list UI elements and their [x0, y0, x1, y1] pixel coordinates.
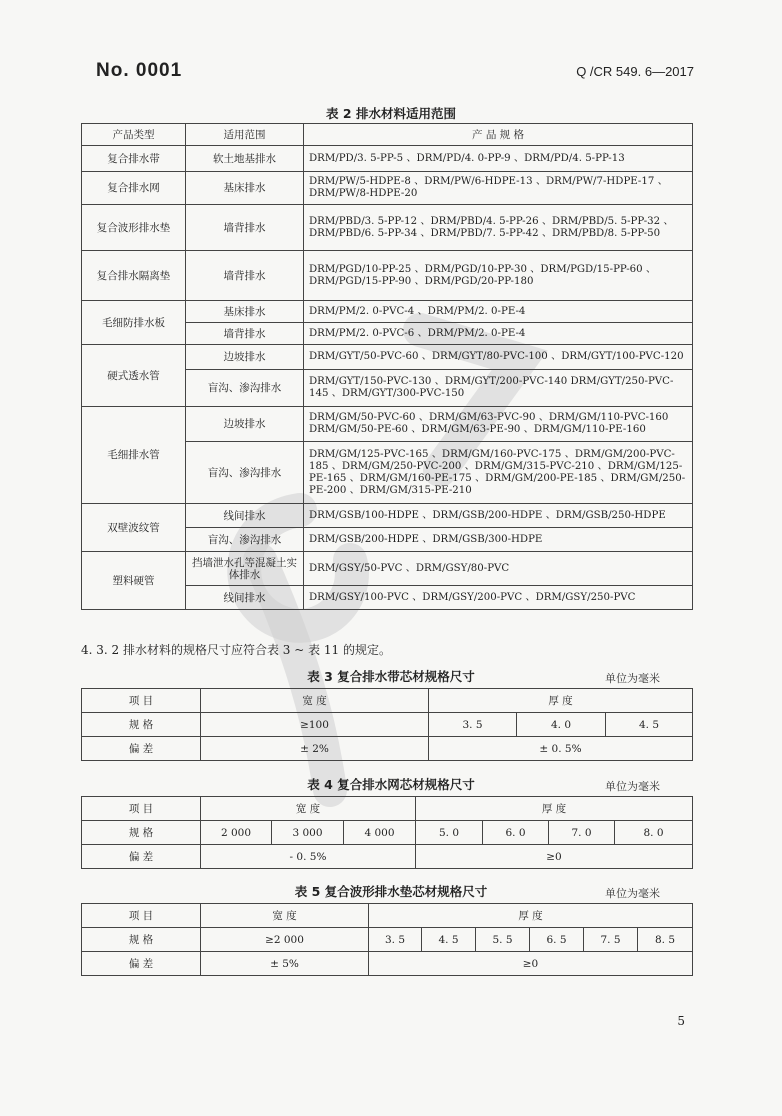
table3-unit: 单位为毫米	[605, 672, 660, 685]
scope-cell: 基床排水	[186, 172, 304, 205]
header-cell: 适用范围	[186, 124, 304, 146]
scope-cell: 边坡排水	[186, 345, 304, 370]
table-row	[82, 124, 693, 146]
table-row	[82, 689, 693, 713]
data-cell: 4 000	[344, 821, 416, 845]
scope-cell: 墙背排水	[186, 251, 304, 301]
product-type-cell: 复合排水带	[82, 146, 186, 172]
spec-cell: DRM/PBD/3. 5-PP-12 、DRM/PBD/4. 5-PP-26 、DRM/PBD/5. 5-PP-32 、DRM/PBD/6. 5-PP-34 、DRM/PBD/7. 5-PP-42 、DRM/PBD/8. 5-PP-50	[304, 205, 693, 251]
data-cell: ≥0	[369, 952, 693, 976]
row-label: 偏 差	[82, 737, 201, 761]
scope-cell: 盲沟、渗沟排水	[186, 442, 304, 504]
spec-cell: DRM/GSY/100-PVC 、DRM/GSY/200-PVC 、DRM/GSY/250-PVC	[304, 586, 693, 610]
table-row	[82, 301, 693, 323]
scope-cell: 挡墙泄水孔等混凝土实体排水	[186, 552, 304, 586]
data-cell: ± 0. 5%	[429, 737, 693, 761]
table4	[81, 796, 693, 869]
product-type-cell: 塑料硬管	[82, 552, 186, 610]
table-row	[82, 552, 693, 586]
spec-cell: DRM/GM/125-PVC-165 、DRM/GM/160-PVC-175 、DRM/GM/200-PVC-185 、DRM/GM/250-PVC-200 、DRM/GM/315-PVC-210 、DRM/GM/125-PE-165 、DRM/GM/160-PE-175 、DRM/GM/200-PE-185 、DRM/GM/250-PE-200 、DRM/GM/315-PE-210	[304, 442, 693, 504]
header-cell: 厚 度	[369, 904, 693, 928]
spec-cell: DRM/GSB/200-HDPE 、DRM/GSB/300-HDPE	[304, 528, 693, 552]
data-cell: 5. 0	[416, 821, 483, 845]
product-type-cell: 硬式透水管	[82, 345, 186, 407]
header-cell: 产 品 规 格	[304, 124, 693, 146]
spec-cell: DRM/PD/3. 5-PP-5 、DRM/PD/4. 0-PP-9 、DRM/PD/4. 5-PP-13	[304, 146, 693, 172]
scope-cell: 盲沟、渗沟排水	[186, 528, 304, 552]
table-row	[82, 172, 693, 205]
data-cell: ± 2%	[201, 737, 429, 761]
table-row	[82, 504, 693, 528]
table-row	[82, 713, 693, 737]
data-cell: 4. 5	[422, 928, 476, 952]
table-row	[82, 845, 693, 869]
scope-cell: 盲沟、渗沟排水	[186, 370, 304, 407]
spec-cell: DRM/GSY/50-PVC 、DRM/GSY/80-PVC	[304, 552, 693, 586]
table4-caption: 表 4 复合排水网芯材规格尺寸	[307, 777, 475, 792]
scope-cell: 软土地基排水	[186, 146, 304, 172]
data-cell: - 0. 5%	[201, 845, 416, 869]
spec-cell: DRM/GYT/50-PVC-60 、DRM/GYT/80-PVC-100 、DRM/GYT/100-PVC-120	[304, 345, 693, 370]
table-row	[82, 345, 693, 370]
product-type-cell: 双壁波纹管	[82, 504, 186, 552]
data-cell: 5. 5	[476, 928, 530, 952]
spec-cell: DRM/GSB/100-HDPE 、DRM/GSB/200-HDPE 、DRM/GSB/250-HDPE	[304, 504, 693, 528]
table-row	[82, 928, 693, 952]
page-number: 5	[677, 1014, 685, 1028]
row-label: 偏 差	[82, 952, 201, 976]
header-cell: 宽 度	[201, 904, 369, 928]
table-row	[82, 737, 693, 761]
table2	[81, 123, 693, 610]
spec-cell: DRM/PM/2. 0-PVC-6 、DRM/PM/2. 0-PE-4	[304, 323, 693, 345]
data-cell: 4. 0	[517, 713, 606, 737]
data-cell: ≥100	[201, 713, 429, 737]
table5-caption: 表 5 复合波形排水垫芯材规格尺寸	[294, 884, 488, 899]
data-cell: 3. 5	[429, 713, 517, 737]
document-number: No. 0001	[96, 60, 183, 81]
product-type-cell: 复合波形排水垫	[82, 205, 186, 251]
scope-cell: 线间排水	[186, 586, 304, 610]
table5-unit: 单位为毫米	[605, 887, 660, 900]
data-cell: 2 000	[201, 821, 272, 845]
table-row	[82, 952, 693, 976]
header-cell: 项 目	[82, 797, 201, 821]
header-cell: 宽 度	[201, 689, 429, 713]
table-row	[82, 797, 693, 821]
header-cell: 厚 度	[416, 797, 693, 821]
spec-cell: DRM/PW/5-HDPE-8 、DRM/PW/6-HDPE-13 、DRM/PW/7-HDPE-17 、DRM/PW/8-HDPE-20	[304, 172, 693, 205]
table-row	[82, 904, 693, 928]
row-label: 规 格	[82, 821, 201, 845]
table3	[81, 688, 693, 761]
header-cell: 产品类型	[82, 124, 186, 146]
scope-cell: 基床排水	[186, 301, 304, 323]
spec-cell: DRM/PGD/10-PP-25 、DRM/PGD/10-PP-30 、DRM/PGD/15-PP-60 、DRM/PGD/15-PP-90 、DRM/PGD/20-PP-180	[304, 251, 693, 301]
spec-cell: DRM/PM/2. 0-PVC-4 、DRM/PM/2. 0-PE-4	[304, 301, 693, 323]
row-label: 规 格	[82, 713, 201, 737]
table-row	[82, 205, 693, 251]
table-row	[82, 407, 693, 442]
header-cell: 项 目	[82, 689, 201, 713]
scope-cell: 边坡排水	[186, 407, 304, 442]
data-cell: 8. 0	[615, 821, 693, 845]
table5	[81, 903, 693, 976]
data-cell: 7. 5	[584, 928, 638, 952]
table3-caption: 表 3 复合排水带芯材规格尺寸	[307, 669, 475, 684]
data-cell: ≥0	[416, 845, 693, 869]
table-row	[82, 821, 693, 845]
data-cell: ± 5%	[201, 952, 369, 976]
header-cell: 厚 度	[429, 689, 693, 713]
table2-caption: 表 2 排水材料适用范围	[326, 106, 456, 121]
product-type-cell: 复合排水网	[82, 172, 186, 205]
product-type-cell: 毛细排水管	[82, 407, 186, 504]
scope-cell: 墙背排水	[186, 323, 304, 345]
data-cell: 3 000	[272, 821, 344, 845]
table-row	[82, 146, 693, 172]
header-cell: 宽 度	[201, 797, 416, 821]
header-cell: 项 目	[82, 904, 201, 928]
spec-cell: DRM/GYT/150-PVC-130 、DRM/GYT/200-PVC-140 DRM/GYT/250-PVC-145 、DRM/GYT/300-PVC-150	[304, 370, 693, 407]
scope-cell: 墙背排水	[186, 205, 304, 251]
table-row	[82, 251, 693, 301]
row-label: 规 格	[82, 928, 201, 952]
row-label: 偏 差	[82, 845, 201, 869]
data-cell: ≥2 000	[201, 928, 369, 952]
product-type-cell: 复合排水隔离垫	[82, 251, 186, 301]
data-cell: 7. 0	[549, 821, 615, 845]
spec-cell: DRM/GM/50-PVC-60 、DRM/GM/63-PVC-90 、DRM/GM/110-PVC-160 DRM/GM/50-PE-60 、DRM/GM/63-PE-90 、DRM/GM/110-PE-160	[304, 407, 693, 442]
table4-unit: 单位为毫米	[605, 780, 660, 793]
data-cell: 3. 5	[369, 928, 422, 952]
data-cell: 6. 0	[483, 821, 549, 845]
data-cell: 8. 5	[638, 928, 693, 952]
scope-cell: 线间排水	[186, 504, 304, 528]
product-type-cell: 毛细防排水板	[82, 301, 186, 345]
standard-code: Q /CR 549. 6—2017	[576, 64, 694, 79]
data-cell: 4. 5	[606, 713, 693, 737]
clause-4-3-2: 4. 3. 2 排水材料的规格尺寸应符合表 3 ~ 表 11 的规定。	[81, 643, 392, 657]
data-cell: 6. 5	[530, 928, 584, 952]
